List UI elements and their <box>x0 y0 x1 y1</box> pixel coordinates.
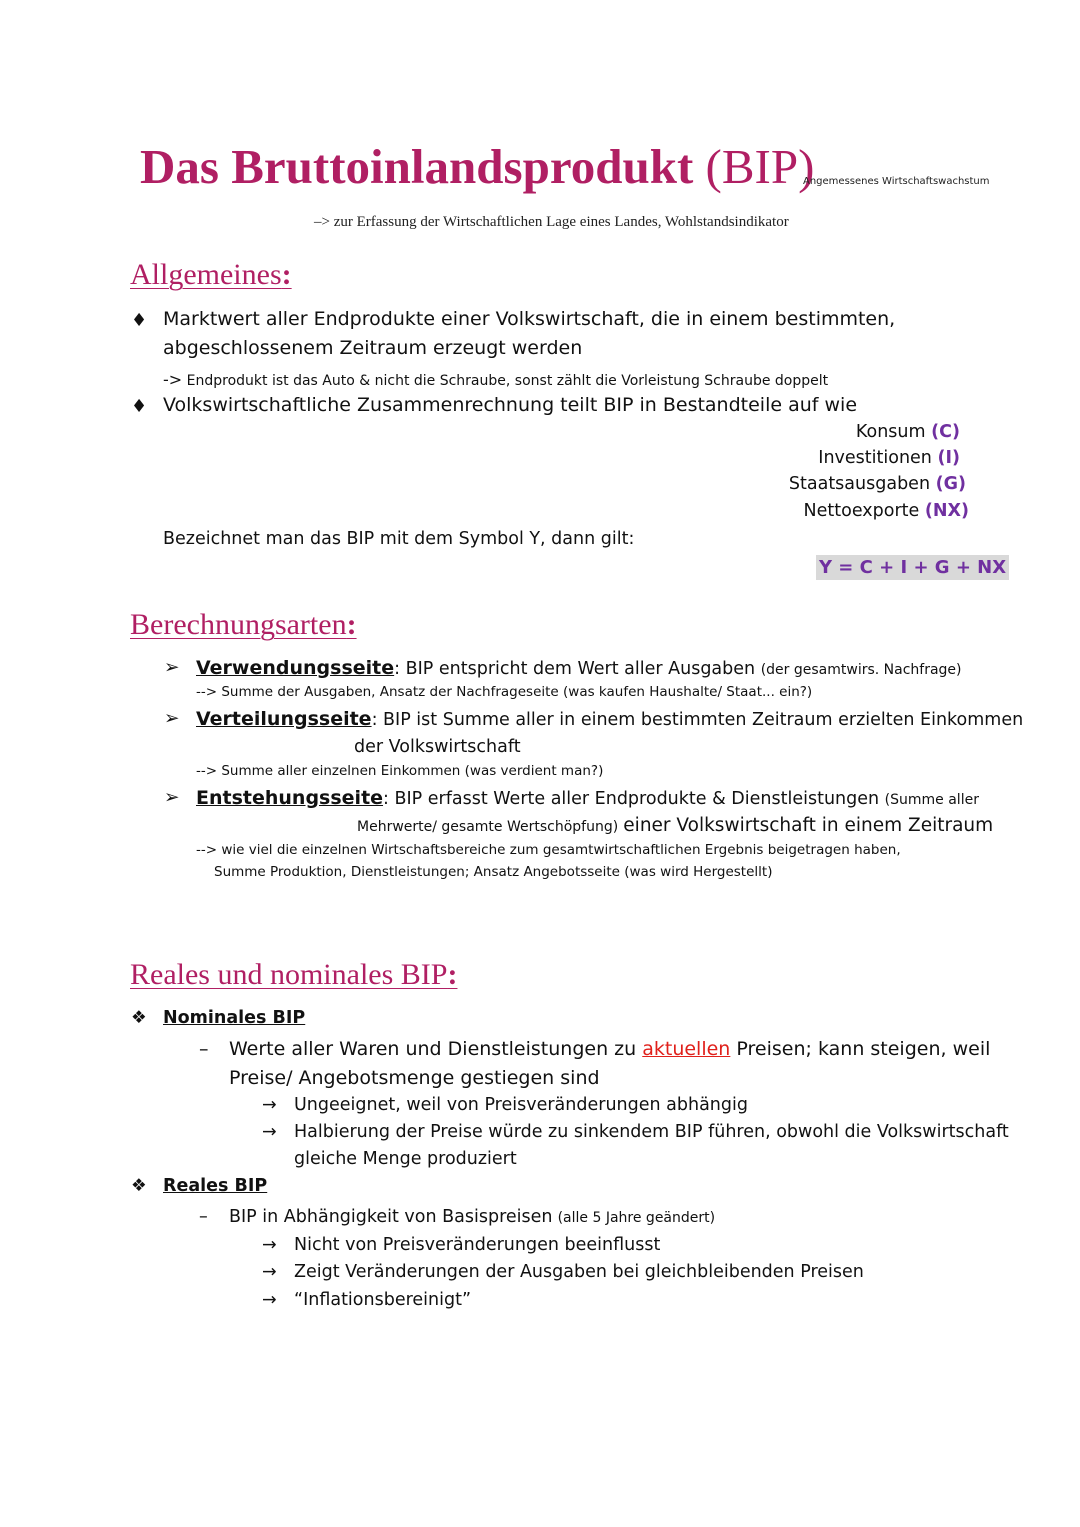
arrow-bullet-icon: → <box>262 1262 277 1282</box>
arrow-bullet-icon: → <box>262 1122 277 1142</box>
clover-bullet-icon: ❖ <box>131 1008 147 1028</box>
note-entstehungsseite: --> wie viel die einzelnen Wirtschaftsbereiche zum gesamtwirtschaftlichen Ergebnis beigetragen haben, <box>196 842 901 858</box>
symbol-text: Bezeichnet man das BIP mit dem Symbol Y, dann gilt: <box>163 529 635 549</box>
dash-bullet: – <box>199 1207 208 1227</box>
page-title <box>140 138 814 195</box>
chevron-bullet-icon: ➢ <box>164 708 180 729</box>
allgemeines-bullet2: Volkswirtschaftliche Zusammenrechnung teilt BIP in Bestandteile auf wie <box>163 394 858 416</box>
note-entstehungsseite-2: Summe Produktion, Dienstleistungen; Ansatz Angebotsseite (was wird Hergestellt) <box>214 864 773 880</box>
section-heading-berechnungsarten: Berechnungsarten: <box>130 608 357 641</box>
section-heading-allgemeines: Allgemeines: <box>130 258 292 291</box>
component-investitionen: Investitionen (I) <box>818 448 960 468</box>
real-arrow3: “Inflationsbereinigt” <box>294 1290 472 1310</box>
chevron-bullet-icon: ➢ <box>164 787 180 808</box>
allgemeines-bullet1-line2: abgeschlossenem Zeitraum erzeugt werden <box>163 337 583 359</box>
arrow-bullet-icon: → <box>262 1095 277 1115</box>
item-verwendungsseite: Verwendungsseite: BIP entspricht dem Wert aller Ausgaben (der gesamtwirs. Nachfrage) <box>196 657 962 679</box>
item-entstehungsseite: Entstehungsseite: BIP erfasst Werte aller Endprodukte & Dienstleistungen (Summe aller <box>196 787 979 809</box>
real-arrow1: Nicht von Preisveränderungen beeinflusst <box>294 1235 661 1255</box>
component-konsum: Konsum (C) <box>855 422 960 442</box>
note-verwendungsseite: --> Summe der Ausgaben, Ansatz der Nachfrageseite (was kaufen Haushalte/ Staat... ein?) <box>196 684 813 700</box>
real-title: Reales BIP <box>163 1176 268 1196</box>
real-arrow2: Zeigt Veränderungen der Ausgaben bei gleichbleibenden Preisen <box>294 1262 864 1282</box>
title-main: Das Bruttoinlandsprodukt <box>140 139 694 194</box>
diamond-bullet-icon: ♦ <box>131 396 148 417</box>
section-heading-reales-nominales: Reales und nominales BIP: <box>130 958 458 991</box>
corner-note: Angemessenes Wirtschaftswachstum <box>803 176 990 187</box>
arrow-bullet-icon: → <box>262 1290 277 1310</box>
nominal-title: Nominales BIP <box>163 1008 306 1028</box>
item-entstehungsseite-cont: Mehrwerte/ gesamte Wertschöpfung) einer Volkswirtschaft in einem Zeitraum <box>357 815 994 836</box>
diamond-bullet-icon: ♦ <box>131 310 148 331</box>
subtitle: –> zur Erfassung der Wirtschaftlichen Lage eines Landes, Wohlstandsindikator <box>314 214 789 230</box>
nominal-line1: Werte aller Waren und Dienstleistungen zu aktuellen Preisen; kann steigen, weil <box>229 1038 991 1060</box>
nominal-arrow1: Ungeeignet, weil von Preisveränderungen abhängig <box>294 1095 748 1115</box>
nominal-line2: Preise/ Angebotsmenge gestiegen sind <box>229 1067 600 1089</box>
allgemeines-bullet1-note: -> Endprodukt ist das Auto & nicht die Schraube, sonst zählt die Vorleistung Schraube doppelt <box>163 370 829 389</box>
component-staatsausgaben: Staatsausgaben (G) <box>788 474 966 494</box>
note-verteilungsseite: --> Summe aller einzelnen Einkommen (was verdient man?) <box>196 763 604 779</box>
item-verteilungsseite-cont: der Volkswirtschaft <box>354 737 521 757</box>
component-nettoexporte: Nettoexporte (NX) <box>803 501 969 521</box>
nominal-arrow2-line2: gleiche Menge produziert <box>294 1149 517 1169</box>
nominal-arrow2-line1: Halbierung der Preise würde zu sinkendem BIP führen, obwohl die Volkswirtschaft <box>294 1122 1009 1142</box>
real-line1: BIP in Abhängigkeit von Basispreisen (alle 5 Jahre geändert) <box>229 1207 716 1227</box>
gdp-formula: Y = C + I + G + NX <box>816 555 1009 580</box>
arrow-bullet-icon: → <box>262 1235 277 1255</box>
dash-bullet: – <box>199 1038 209 1060</box>
item-verteilungsseite: Verteilungsseite: BIP ist Summe aller in einem bestimmten Zeitraum erzielten Einkommen <box>196 708 1024 730</box>
chevron-bullet-icon: ➢ <box>164 657 180 678</box>
allgemeines-bullet1-line1: Marktwert aller Endprodukte einer Volkswirtschaft, die in einem bestimmten, <box>163 308 896 330</box>
clover-bullet-icon: ❖ <box>131 1176 147 1196</box>
title-abbr: (BIP) <box>705 139 815 194</box>
